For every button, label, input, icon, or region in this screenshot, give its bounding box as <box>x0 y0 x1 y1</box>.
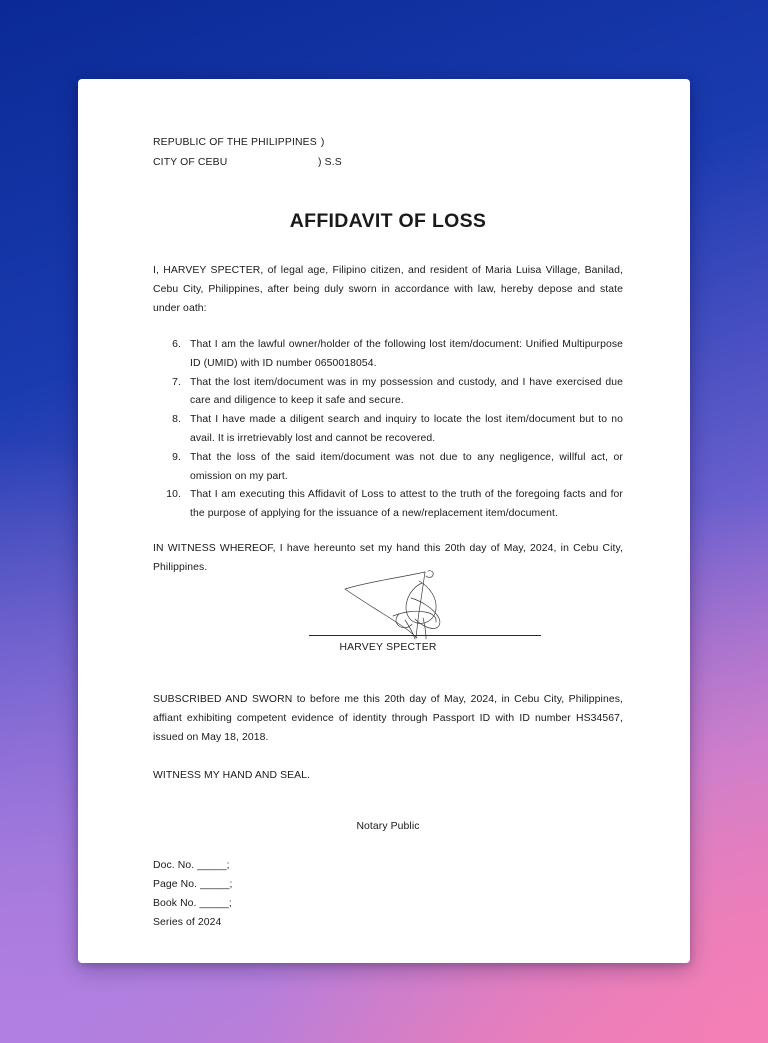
venue-city-paren: ) S.S <box>318 157 342 168</box>
venue-republic-label: REPUBLIC OF THE PHILIPPINES <box>153 137 317 148</box>
list-item <box>153 449 623 487</box>
witness-clause: IN WITNESS WHEREOF, I have hereunto set my hand this 20th day of May, 2024, in Cebu City, Philippines. <box>153 543 623 573</box>
list-item <box>153 411 623 449</box>
seal-clause: WITNESS MY HAND AND SEAL. <box>153 770 311 781</box>
list-item-number: 9. <box>172 451 181 463</box>
list-item-text: That I am executing this Affidavit of Loss to attest to the truth of the foregoing facts and for the purpose of applying for the issuance of a new/replacement item/document. <box>190 489 623 520</box>
signature-rule <box>309 635 541 636</box>
list-item <box>153 486 623 524</box>
list-item-text: That the loss of the said item/document was not due to any negligence, willful act, or omission on my part. <box>190 451 623 482</box>
registry-page-no: Page No. _____; <box>153 879 233 890</box>
claims-list <box>153 336 623 524</box>
registry-book-no: Book No. _____; <box>153 898 232 909</box>
document-body <box>153 79 623 963</box>
notary-public-label: Notary Public <box>356 821 420 832</box>
affiant-name: HARVEY SPECTER <box>339 642 437 653</box>
registry-series: Series of 2024 <box>153 917 222 928</box>
registry-block <box>153 856 623 932</box>
document-page <box>78 79 690 963</box>
venue-line-republic <box>153 133 623 153</box>
registry-doc-no: Doc. No. _____; <box>153 860 230 871</box>
venue-city-label: CITY OF CEBU <box>153 157 228 168</box>
jurat-paragraph: SUBSCRIBED AND SWORN to before me this 20th day of May, 2024, in Cebu City, Philippines, affiant exhibiting competent evidence of identity through Passport ID with ID number HS34567, issued on May 18, 2018. <box>153 694 623 743</box>
list-item-text: That I am the lawful owner/holder of the following lost item/document: Unified Multipurpose ID (UMID) with ID number 0650018054. <box>190 339 623 369</box>
page-title: AFFIDAVIT OF LOSS <box>289 210 487 232</box>
intro-paragraph: I, HARVEY SPECTER, of legal age, Filipino citizen, and resident of Maria Luisa Village, Banilad, Cebu City, Philippines, after being duly sworn in accordance with law, hereby depose and state under oath: <box>153 265 623 314</box>
list-item-number: 6. <box>172 339 181 350</box>
venue-republic-paren: ) <box>320 137 325 148</box>
list-item <box>153 374 623 412</box>
list-item <box>153 336 623 374</box>
list-item-text: That I have made a diligent search and inquiry to locate the lost item/document but to no avail. It is irretrievably lost and cannot be recovered. <box>190 414 623 444</box>
venue-line-city <box>153 153 623 173</box>
list-item-number: 8. <box>172 414 181 426</box>
list-item-number: 10. <box>166 489 181 501</box>
signature-block <box>153 568 623 653</box>
list-item-number: 7. <box>172 376 181 388</box>
list-item-text: That the lost item/document was in my possession and custody, and I have exercised due care and diligence to keep it safe and secure. <box>190 376 623 407</box>
handwritten-signature-icon <box>333 568 493 640</box>
venue-block <box>153 133 623 173</box>
